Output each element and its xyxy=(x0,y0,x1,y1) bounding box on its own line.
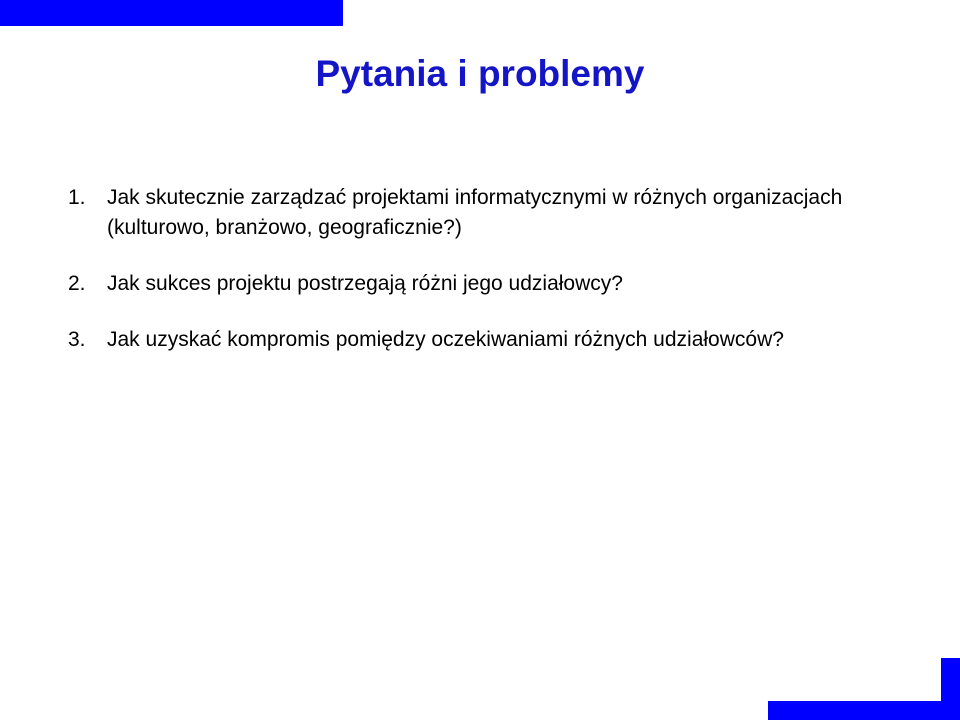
question-text: Jak sukces projektu postrzegają różni jego udziałowcy? xyxy=(107,272,623,295)
question-number: 1. xyxy=(68,186,86,209)
question-item-2 xyxy=(68,269,908,299)
question-item-3 xyxy=(68,325,908,355)
question-text: Jak skutecznie zarządzać projektami informatycznymi w różnych organizacjach (kulturowo, branżowo, geograficznie?) xyxy=(107,186,843,239)
question-number: 2. xyxy=(68,272,86,295)
question-list xyxy=(68,183,908,381)
question-item-1 xyxy=(68,183,908,243)
slide-title: Pytania i problemy xyxy=(315,53,645,94)
top-accent-bar xyxy=(0,0,343,26)
question-text: Jak uzyskać kompromis pomiędzy oczekiwaniami różnych udziałowców? xyxy=(107,328,784,351)
corner-accent-horizontal xyxy=(768,701,960,720)
question-number: 3. xyxy=(68,328,86,351)
